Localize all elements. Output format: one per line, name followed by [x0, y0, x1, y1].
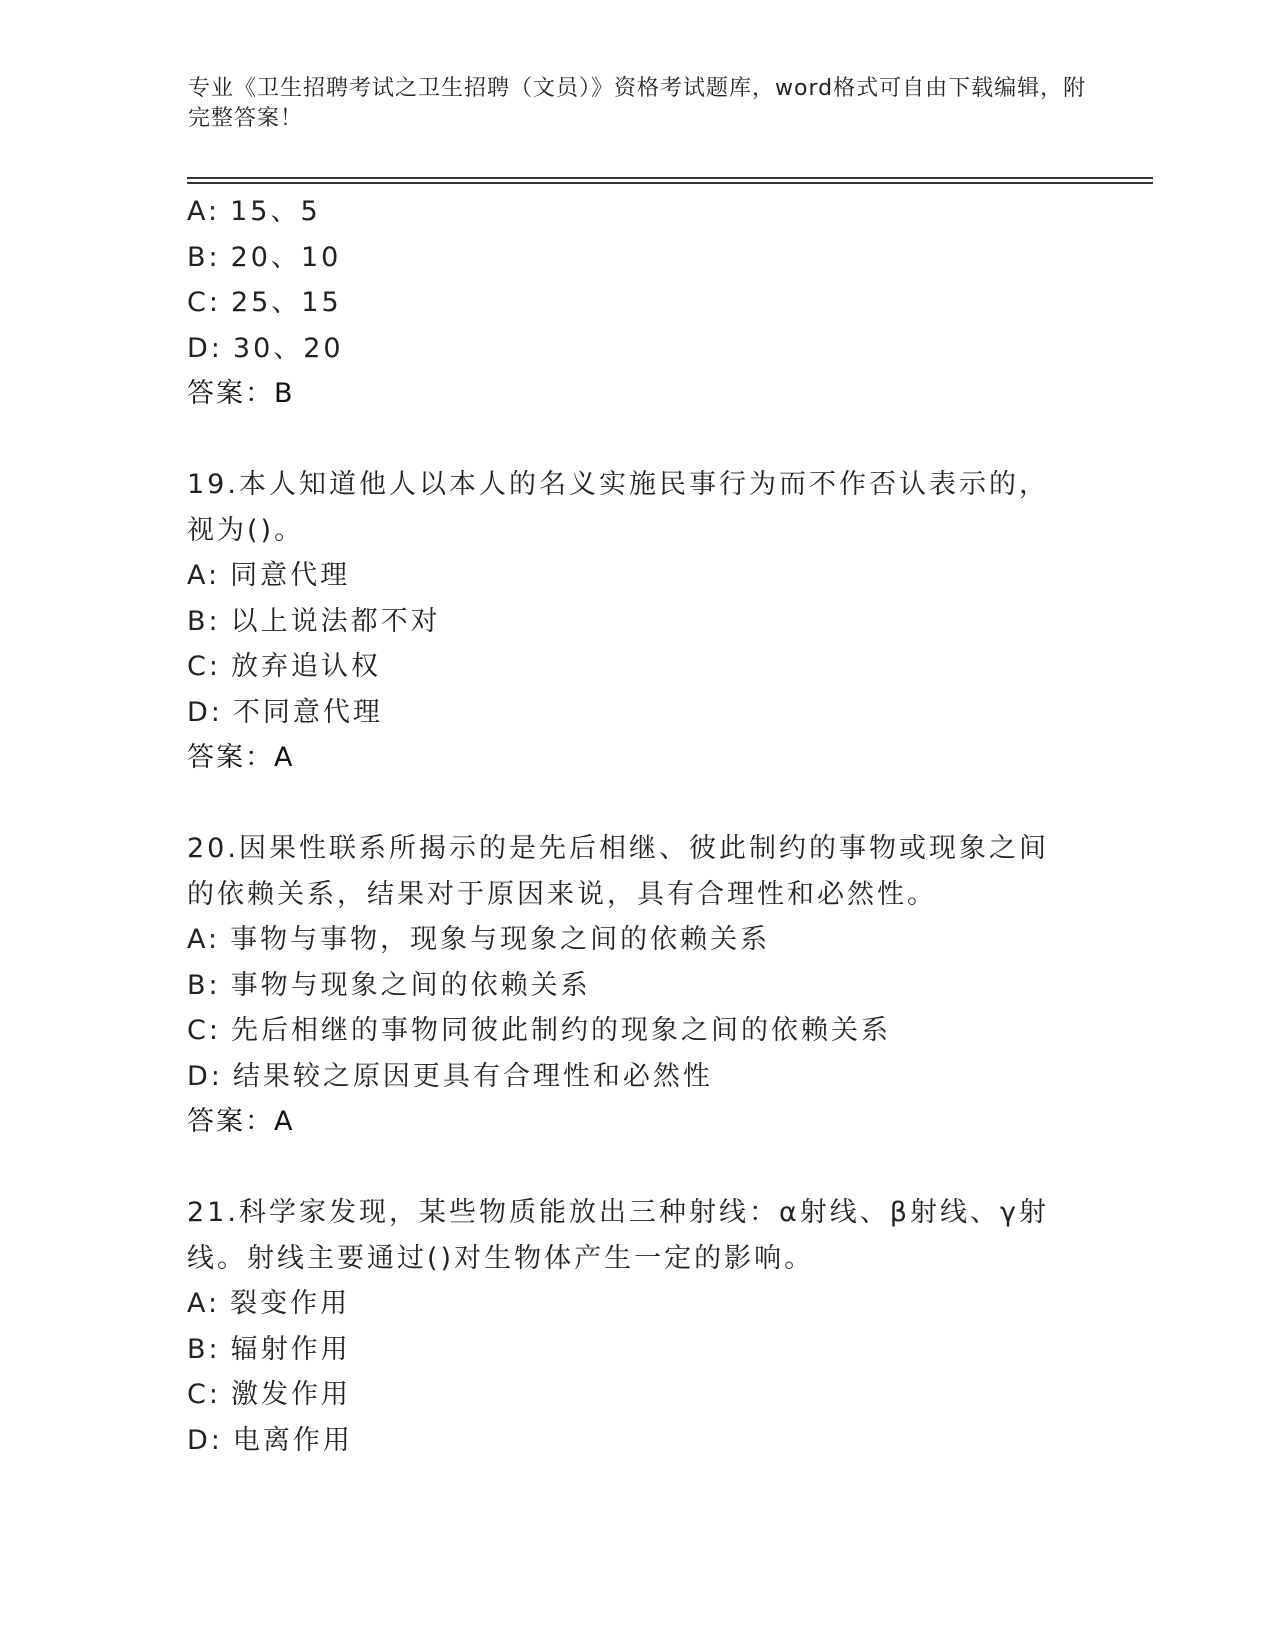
option-value: 25、15	[230, 287, 342, 318]
option-key: C:	[187, 1379, 221, 1410]
spacer	[187, 417, 1087, 463]
option-value: 电离作用	[232, 1424, 353, 1456]
option-key: D:	[187, 1424, 223, 1456]
option-value: 20、10	[230, 241, 342, 273]
answer-line: 答案：B	[187, 378, 295, 409]
question-20	[187, 826, 1087, 1145]
option-key: C:	[187, 651, 221, 682]
option-b	[187, 1327, 1087, 1373]
option-c	[187, 280, 1087, 326]
answer-line: 答案：A	[187, 1106, 295, 1137]
option-c	[187, 644, 1087, 690]
question-list	[187, 189, 1087, 1463]
option-value: 30、20	[232, 332, 344, 364]
option-value: 辐射作用	[230, 1333, 351, 1365]
option-value: 同意代理	[230, 560, 351, 591]
option-value: 结果较之原因更具有合理性和必然性	[232, 1060, 713, 1092]
option-value: 以上说法都不对	[230, 605, 441, 637]
option-b	[187, 963, 1087, 1009]
option-key: A:	[187, 924, 221, 955]
option-c	[187, 1008, 1087, 1054]
option-key: D:	[187, 1060, 223, 1092]
option-key: D:	[187, 696, 223, 728]
option-key: B:	[187, 1333, 221, 1365]
option-value: 先后相继的事物同彼此制约的现象之间的依赖关系	[230, 1015, 891, 1046]
option-a	[187, 189, 1087, 235]
option-key: D:	[187, 332, 223, 364]
option-key: A:	[187, 560, 221, 591]
option-value: 不同意代理	[232, 696, 383, 728]
option-key: C:	[187, 287, 221, 318]
option-d	[187, 690, 1087, 736]
option-key: A:	[187, 196, 221, 227]
option-a	[187, 917, 1087, 963]
option-key: B:	[187, 969, 221, 1001]
option-key: A:	[187, 1288, 221, 1319]
header-divider-bottom	[187, 182, 1153, 184]
option-d	[187, 326, 1087, 372]
option-value: 事物与事物，现象与现象之间的依赖关系	[230, 924, 771, 955]
question-text: 21.科学家发现，某些物质能放出三种射线：α射线、β射线、γ射线。射线主要通过()对生物体产生一定的影响。	[187, 1197, 1049, 1274]
question-text: 19.本人知道他人以本人的名义实施民事行为而不作否认表示的，视为()。	[187, 469, 1049, 546]
option-a	[187, 1281, 1087, 1327]
question-text: 20.因果性联系所揭示的是先后相继、彼此制约的事物或现象之间的依赖关系，结果对于原因来说，具有合理性和必然性。	[187, 833, 1049, 910]
option-value: 放弃追认权	[230, 651, 381, 682]
question-18	[187, 189, 1087, 417]
question-19	[187, 462, 1087, 781]
question-21	[187, 1190, 1087, 1463]
option-c	[187, 1372, 1087, 1418]
option-b	[187, 599, 1087, 645]
option-a	[187, 553, 1087, 599]
header-divider-top	[187, 177, 1153, 179]
spacer	[187, 781, 1087, 827]
option-value: 事物与现象之间的依赖关系	[230, 969, 591, 1001]
option-d	[187, 1054, 1087, 1100]
answer-line: 答案：A	[187, 742, 295, 773]
spacer	[187, 1145, 1087, 1191]
option-b	[187, 235, 1087, 281]
option-d	[187, 1418, 1087, 1464]
option-key: B:	[187, 605, 221, 637]
option-key: C:	[187, 1015, 221, 1046]
option-value: 15、5	[230, 196, 321, 227]
option-value: 激发作用	[230, 1379, 351, 1410]
option-key: B:	[187, 241, 221, 273]
document-header: 专业《卫生招聘考试之卫生招聘（文员）》资格考试题库，word格式可自由下载编辑，附完整答案！	[188, 76, 1087, 131]
option-value: 裂变作用	[230, 1288, 351, 1319]
